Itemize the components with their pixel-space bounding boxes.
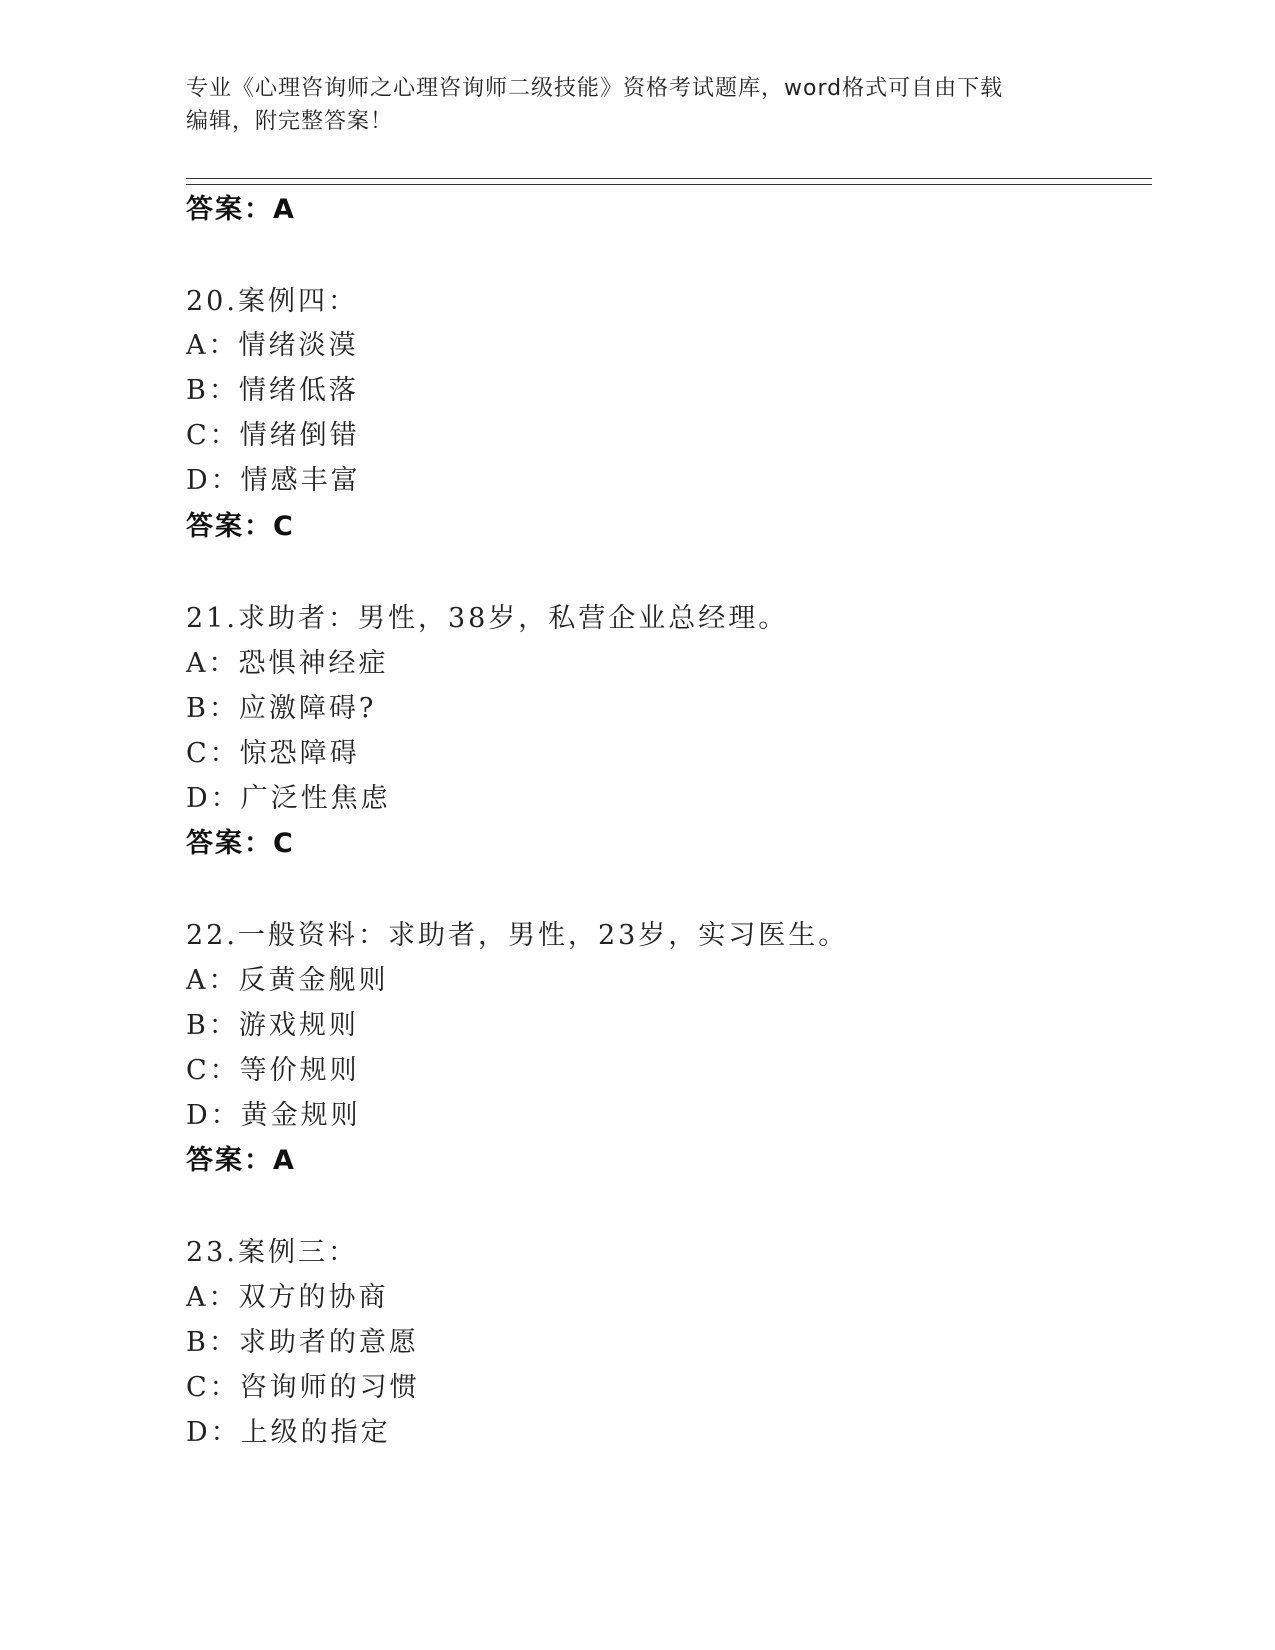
option-c: C：惊恐障碍 (186, 738, 360, 769)
option-c: C：咨询师的习惯 (186, 1372, 420, 1403)
option-b: B：应激障碍? (186, 693, 377, 724)
document-header (186, 72, 1066, 138)
option-d: D：广泛性焦虑 (186, 783, 391, 814)
header-line-2: 编辑，附完整答案！ (186, 109, 394, 134)
question-title: 20.案例四： (186, 286, 358, 317)
option-c: C：等价规则 (186, 1055, 360, 1086)
question-title: 23.案例三： (186, 1237, 358, 1268)
option-b: B：游戏规则 (186, 1010, 359, 1041)
answer-line: 答案：C (186, 828, 295, 859)
question-title: 22.一般资料：求助者，男性，23岁，实习医生。 (186, 920, 849, 951)
option-b: B：求助者的意愿 (186, 1327, 419, 1358)
question-title: 21.求助者：男性，38岁，私营企业总经理。 (186, 603, 789, 634)
option-b: B：情绪低落 (186, 375, 359, 406)
answer-line: 答案：A (186, 194, 296, 225)
header-divider-top (186, 178, 1152, 179)
option-c: C：情绪倒错 (186, 420, 360, 451)
option-d: D：情感丰富 (186, 465, 361, 496)
option-a: A：反黄金舰则 (186, 965, 389, 996)
option-d: D：上级的指定 (186, 1417, 391, 1448)
option-a: A：情绪淡漠 (186, 330, 359, 361)
option-d: D：黄金规则 (186, 1100, 361, 1131)
header-divider-bottom (186, 184, 1152, 185)
answer-line: 答案：C (186, 511, 295, 542)
option-a: A：恐惧神经症 (186, 648, 389, 679)
option-a: A：双方的协商 (186, 1282, 389, 1313)
answer-line: 答案：A (186, 1145, 296, 1176)
header-line-1: 专业《心理咨询师之心理咨询师二级技能》资格考试题库，word格式可自由下载 (186, 76, 1004, 101)
